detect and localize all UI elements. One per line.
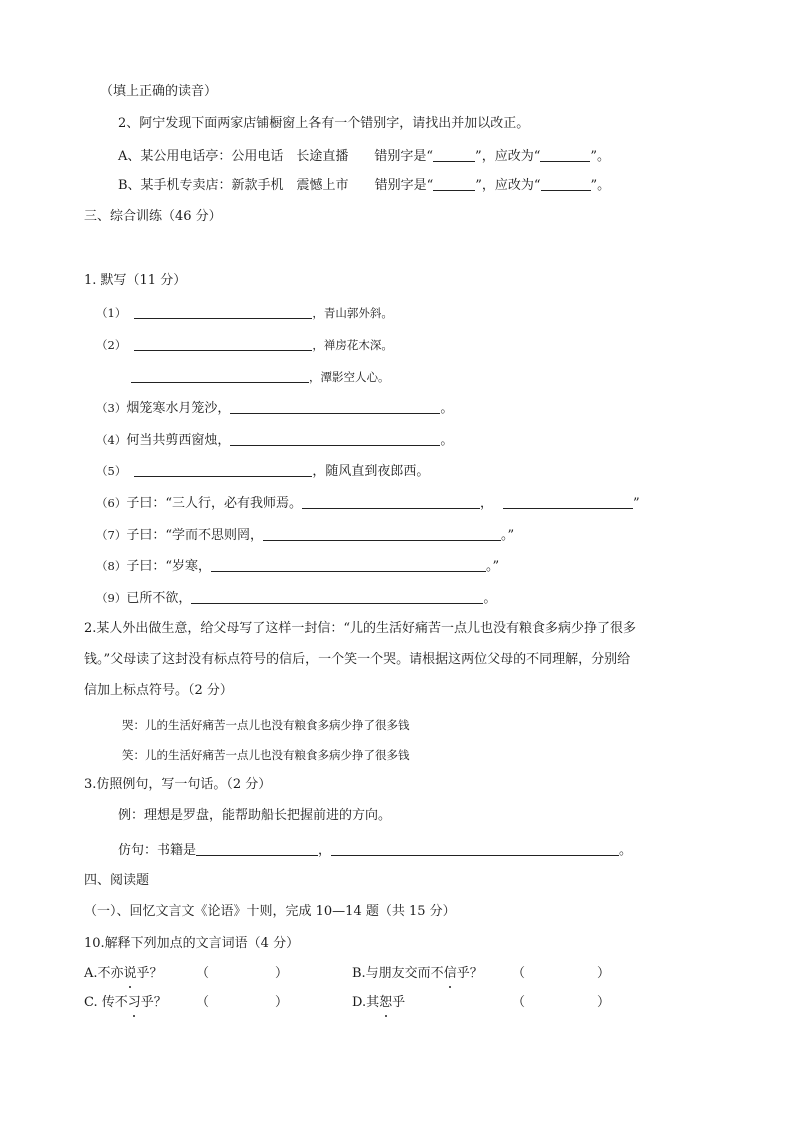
item-number: （2） [96,338,127,352]
typo-a-label: A、某公用电话亭：公用电话 长途直播 [118,149,349,164]
item-number: （9） [96,591,127,605]
dotted-word: 说 [123,966,137,981]
q1-title: 1. 默写（11 分） [84,273,187,288]
option-text: B.与朋友交而不 [352,966,444,981]
read-pronunciation-note: （填上正确的读音） [100,84,218,99]
dictation-blank[interactable] [211,557,486,572]
option-text: 乎？ [140,995,167,1010]
punctuation: ， [318,843,332,858]
paren-left: （ [196,995,210,1010]
poem-line: ，禅房花木深。 [312,338,393,352]
typo-b-wrong-label: 错别字是“ [374,178,434,193]
item-number: （8） [96,559,127,573]
q3-imitate-line [118,841,632,860]
dictation-item-4 [96,431,453,450]
option-c [84,994,167,1012]
dictation-blank[interactable] [134,336,312,351]
item-number: （6） [96,496,127,510]
dictation-item-5 [96,462,429,481]
section-4-title: 四、阅读题 [84,873,150,888]
paren-left: （ [512,966,526,981]
option-d [352,994,405,1012]
typo-a-wrong-label: 错别字是“ [374,149,434,164]
typo-a-end: ”。 [590,149,610,164]
quote-line: 子曰：“岁寒， [126,559,211,574]
paren-right: ） [275,995,289,1010]
typo-line-b [118,176,610,195]
dotted-word: 恕 [379,995,393,1010]
laugh-version: 笑：儿的生活好痛苦一点儿也没有粮食多病少挣了很多钱 [122,748,410,762]
imitate-blank-1[interactable] [196,841,318,856]
typo-b-mid: ”，应改为“ [475,178,541,193]
section-3-title: 三、综合训练（46 分） [84,209,222,224]
dictation-item-1 [96,304,393,322]
dictation-item-6 [96,494,640,513]
option-text: A.不亦 [84,966,124,981]
dictation-blank[interactable] [131,368,309,383]
typo-line-a [118,147,610,166]
section-4-subtitle: （一）、回忆文言文《论语》十则，完成 10—14 题（共 15 分） [84,904,456,919]
poem-line: ，随风直到夜郎西。 [312,464,430,479]
dictation-item-8 [96,557,499,576]
dictation-blank[interactable] [134,304,312,319]
imitate-label: 仿句：书籍是 [118,843,197,858]
answer-paren-b[interactable] [512,965,610,983]
punctuation: ， [479,496,493,511]
punctuation: 。” [485,559,500,574]
item-number: （7） [96,528,127,542]
punctuation: 。” [500,528,515,543]
dictation-blank[interactable] [503,494,633,509]
poem-line: 何当共剪西窗烛， [126,433,231,448]
dictation-blank[interactable] [230,399,440,414]
paren-right: ） [597,966,611,981]
q3-example: 例：理想是罗盘，能帮助船长把握前进的方向。 [118,808,392,823]
paren-left: （ [512,995,526,1010]
question-2-typo-prompt: 2、阿宁发现下面两家店铺橱窗上各有一个错别字，请找出并加以改正。 [118,116,530,131]
item-number: （1） [96,306,127,320]
option-text: 乎？ [136,966,163,981]
punctuation: 。 [440,401,454,416]
option-text: 乎 [392,995,406,1010]
punctuation: ” [633,496,640,511]
answer-paren-a[interactable] [196,965,288,983]
q10-title: 10.解释下列加点的文言词语（4 分） [84,936,300,951]
dictation-item-9 [96,589,496,608]
cry-version: 哭：儿的生活好痛苦一点儿也没有粮食多病少挣了很多钱 [122,718,410,732]
option-text: C. 传不 [84,995,128,1010]
option-text: 乎？ [456,966,483,981]
q2-text-line-1: 2.某人外出做生意，给父母写了这样一封信：“儿的生活好痛苦一点儿也没有粮食多病少挣了很多 [84,621,637,636]
quote-line: 子曰：“学而不思则罔， [126,528,263,543]
dotted-word: 信 [443,966,457,981]
poem-line: ，青山郭外斜。 [312,306,393,320]
typo-a-correct-blank[interactable] [540,147,590,162]
typo-a-wrong-blank[interactable] [433,147,475,162]
punctuation: 。 [619,843,633,858]
q2-text-line-2: 钱。”父母读了这封没有标点符号的信后，一个笑一个哭。请根据这两位父母的不同理解，分别给 [84,652,631,667]
quote-line: 子曰：“三人行，必有我师焉。 [126,496,302,511]
option-b [352,965,483,983]
dictation-blank[interactable] [191,589,483,604]
item-number: （4） [96,433,127,447]
typo-b-correct-blank[interactable] [541,176,591,191]
paren-right: ） [597,995,611,1010]
dictation-item-2 [96,336,393,354]
imitate-blank-2[interactable] [331,841,619,856]
dotted-word: 习 [127,995,141,1010]
typo-b-end: ”。 [590,178,611,193]
dictation-blank[interactable] [302,494,480,509]
poem-line: 烟笼寒水月笼沙， [126,401,231,416]
dictation-blank[interactable] [263,526,501,541]
answer-paren-c[interactable] [196,994,288,1012]
dictation-blank[interactable] [230,431,440,446]
punctuation: 。 [440,433,454,448]
q2-text-line-3: 信加上标点符号。（2 分） [84,683,233,698]
typo-a-mid: ”，应改为“ [475,149,541,164]
quote-line: 已所不欲， [126,591,192,606]
dictation-blank[interactable] [134,462,312,477]
option-a [84,965,163,983]
dictation-item-2b [131,368,390,386]
typo-b-label: B、某手机专卖店：新款手机 震憾上市 [118,178,349,193]
answer-paren-d[interactable] [512,994,610,1012]
punctuation: 。 [483,591,497,606]
typo-b-wrong-blank[interactable] [433,176,475,191]
paren-right: ） [275,966,289,981]
option-text: D.其 [352,995,380,1010]
paren-left: （ [196,966,210,981]
item-number: （5） [96,464,127,478]
dictation-item-7 [96,526,514,545]
item-number: （3） [96,401,127,415]
dictation-item-3 [96,399,453,418]
poem-line: ，潭影空人心。 [309,370,390,384]
q3-title: 3.仿照例句，写一句话。（2 分） [84,777,272,792]
